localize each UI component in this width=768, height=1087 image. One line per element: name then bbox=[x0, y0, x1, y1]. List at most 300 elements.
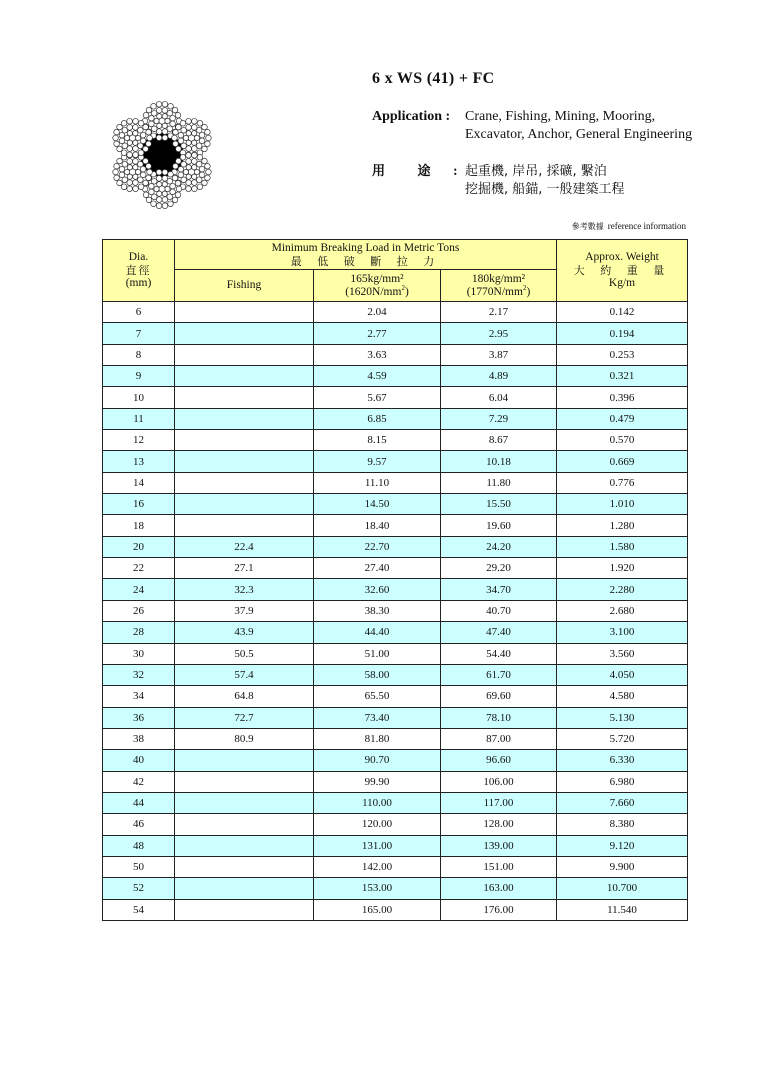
rope-core bbox=[140, 133, 184, 177]
mbl-header-en: Minimum Breaking Load in Metric Tons bbox=[271, 241, 460, 254]
rope-wire bbox=[124, 135, 129, 140]
load-165-cell: 32.60 bbox=[314, 579, 441, 600]
rope-wire bbox=[183, 169, 188, 174]
rope-wire bbox=[147, 135, 153, 141]
weight-cell: 0.253 bbox=[557, 344, 688, 365]
reference-zh: 參考數據 bbox=[571, 222, 604, 231]
weight-cell: 3.100 bbox=[557, 622, 688, 643]
weight-cell: 0.776 bbox=[557, 472, 688, 493]
fishing-cell bbox=[175, 323, 314, 344]
rope-wire bbox=[172, 135, 178, 141]
fishing-cell: 43.9 bbox=[175, 622, 314, 643]
table-row bbox=[103, 792, 688, 813]
rope-wire bbox=[162, 135, 168, 141]
weight-cell: 9.900 bbox=[557, 856, 688, 877]
load-165-cell: 14.50 bbox=[314, 494, 441, 515]
load-180-cell: 61.70 bbox=[441, 664, 557, 685]
fishing-cell bbox=[175, 451, 314, 472]
dia-cell: 20 bbox=[103, 536, 175, 557]
fishing-cell bbox=[175, 835, 314, 856]
weight-cell: 0.396 bbox=[557, 387, 688, 408]
rope-wire bbox=[165, 186, 170, 191]
table-row bbox=[103, 899, 688, 920]
fishing-cell bbox=[175, 387, 314, 408]
rope-wire bbox=[186, 165, 191, 170]
weight-cell: 2.680 bbox=[557, 600, 688, 621]
weight-header-zh: 大 約 重 量 bbox=[573, 264, 671, 277]
table-row bbox=[103, 664, 688, 685]
rope-wire bbox=[127, 159, 133, 165]
load-165-cell: 44.40 bbox=[314, 622, 441, 643]
rope-wire bbox=[202, 158, 208, 164]
weight-cell: 10.700 bbox=[557, 878, 688, 899]
fishing-cell bbox=[175, 366, 314, 387]
rope-wire bbox=[133, 174, 138, 179]
rope-wire bbox=[146, 197, 152, 203]
dia-cell: 26 bbox=[103, 600, 175, 621]
weight-cell: 1.580 bbox=[557, 536, 688, 557]
load-165-cell: 120.00 bbox=[314, 814, 441, 835]
rope-wire bbox=[157, 114, 162, 119]
weight-cell: 4.580 bbox=[557, 686, 688, 707]
dia-cell: 11 bbox=[103, 408, 175, 429]
weight-cell: 8.380 bbox=[557, 814, 688, 835]
table-row bbox=[103, 814, 688, 835]
load-165-cell: 153.00 bbox=[314, 878, 441, 899]
load-180-cell: 117.00 bbox=[441, 792, 557, 813]
spec-table-body bbox=[103, 302, 688, 921]
load-180-cell: 24.20 bbox=[441, 536, 557, 557]
load-180-cell: 40.70 bbox=[441, 600, 557, 621]
spec-table bbox=[102, 239, 688, 921]
fishing-cell: 32.3 bbox=[175, 579, 314, 600]
dia-cell: 52 bbox=[103, 878, 175, 899]
table-row bbox=[103, 472, 688, 493]
reference-en: reference information bbox=[607, 221, 686, 231]
dia-header-zh: 直徑 bbox=[125, 264, 152, 277]
weight-cell: 0.479 bbox=[557, 408, 688, 429]
grade-165-kg: 165kg/mm² bbox=[350, 272, 404, 285]
load-180-cell: 34.70 bbox=[441, 579, 557, 600]
fishing-header: Fishing bbox=[175, 270, 314, 302]
rope-wire bbox=[121, 184, 127, 190]
rope-wire bbox=[178, 172, 184, 178]
rope-wire bbox=[146, 141, 152, 147]
rope-wire bbox=[194, 135, 199, 140]
dia-cell: 16 bbox=[103, 494, 175, 515]
fishing-cell bbox=[175, 515, 314, 536]
rope-wire bbox=[147, 169, 153, 175]
table-row bbox=[103, 707, 688, 728]
rope-wire bbox=[156, 101, 162, 107]
load-165-cell: 6.85 bbox=[314, 408, 441, 429]
rope-wire bbox=[194, 169, 199, 174]
load-180-cell: 8.67 bbox=[441, 430, 557, 451]
rope-wire bbox=[172, 107, 178, 113]
weight-cell: 6.330 bbox=[557, 750, 688, 771]
table-row bbox=[103, 686, 688, 707]
rope-wire bbox=[119, 138, 125, 144]
load-180-cell: 11.80 bbox=[441, 472, 557, 493]
load-165-cell: 65.50 bbox=[314, 686, 441, 707]
rope-wire bbox=[121, 150, 127, 156]
load-180-cell: 128.00 bbox=[441, 814, 557, 835]
rope-wire bbox=[192, 152, 198, 158]
table-row bbox=[103, 366, 688, 387]
table-row bbox=[103, 558, 688, 579]
rope-wire bbox=[205, 129, 211, 135]
rope-wire bbox=[186, 186, 192, 192]
rope-wire bbox=[176, 186, 182, 192]
dia-cell: 8 bbox=[103, 344, 175, 365]
table-row bbox=[103, 451, 688, 472]
rope-wire bbox=[119, 172, 125, 178]
table-row bbox=[103, 536, 688, 557]
table-row bbox=[103, 408, 688, 429]
load-180-cell: 139.00 bbox=[441, 835, 557, 856]
rope-wire bbox=[175, 180, 181, 186]
load-165-cell: 27.40 bbox=[314, 558, 441, 579]
load-180-cell: 2.17 bbox=[441, 302, 557, 323]
weight-cell: 9.120 bbox=[557, 835, 688, 856]
rope-wire bbox=[156, 203, 162, 209]
rope-wire bbox=[135, 135, 140, 140]
load-165-cell: 2.04 bbox=[314, 302, 441, 323]
rope-wire bbox=[149, 121, 155, 127]
load-165-cell: 9.57 bbox=[314, 451, 441, 472]
load-180-cell: 19.60 bbox=[441, 515, 557, 536]
rope-wire bbox=[133, 186, 139, 192]
fishing-cell: 72.7 bbox=[175, 707, 314, 728]
load-180-cell: 15.50 bbox=[441, 494, 557, 515]
weight-cell: 0.142 bbox=[557, 302, 688, 323]
fishing-cell bbox=[175, 408, 314, 429]
rope-wire bbox=[127, 140, 132, 145]
dia-cell: 24 bbox=[103, 579, 175, 600]
load-165-cell: 165.00 bbox=[314, 899, 441, 920]
table-row bbox=[103, 302, 688, 323]
rope-wire bbox=[202, 180, 208, 186]
load-180-cell: 163.00 bbox=[441, 878, 557, 899]
dia-cell: 12 bbox=[103, 430, 175, 451]
rope-wire bbox=[143, 158, 149, 164]
dia-cell: 18 bbox=[103, 515, 175, 536]
weight-header-en: Approx. Weight bbox=[585, 251, 659, 263]
rope-wire bbox=[205, 175, 211, 181]
rope-wire bbox=[170, 115, 176, 121]
load-180-cell: 78.10 bbox=[441, 707, 557, 728]
rope-wire bbox=[183, 135, 188, 140]
dia-cell: 46 bbox=[103, 814, 175, 835]
rope-wire bbox=[199, 166, 205, 172]
weight-header-unit: Kg/m bbox=[608, 277, 636, 289]
weight-cell: 0.669 bbox=[557, 451, 688, 472]
rope-wire bbox=[133, 118, 139, 124]
table-row bbox=[103, 579, 688, 600]
table-row bbox=[103, 750, 688, 771]
rope-wire bbox=[124, 169, 129, 174]
dia-cell: 50 bbox=[103, 856, 175, 877]
fishing-cell: 50.5 bbox=[175, 643, 314, 664]
weight-cell: 3.560 bbox=[557, 643, 688, 664]
rope-wire bbox=[186, 125, 192, 131]
fishing-cell bbox=[175, 750, 314, 771]
mbl-header-zh: 最 低 破 斷 拉 力 bbox=[290, 254, 441, 268]
fishing-cell: 57.4 bbox=[175, 664, 314, 685]
rope-strand bbox=[172, 118, 212, 157]
weight-cell: 7.660 bbox=[557, 792, 688, 813]
rope-wire bbox=[175, 112, 181, 118]
rope-wire bbox=[172, 175, 178, 181]
weight-cell: 0.194 bbox=[557, 323, 688, 344]
rope-wire bbox=[114, 141, 120, 147]
weight-cell: 5.130 bbox=[557, 707, 688, 728]
dia-cell: 10 bbox=[103, 387, 175, 408]
fishing-cell bbox=[175, 814, 314, 835]
rope-wire bbox=[143, 192, 149, 198]
load-165-cell: 58.00 bbox=[314, 664, 441, 685]
rope-wire bbox=[205, 163, 211, 169]
dia-cell: 14 bbox=[103, 472, 175, 493]
grade-180-kg: 180kg/mm² bbox=[471, 272, 526, 285]
fishing-cell: 80.9 bbox=[175, 728, 314, 749]
rope-wire bbox=[165, 118, 170, 123]
mbl-header bbox=[175, 240, 557, 270]
rope-wire bbox=[117, 158, 123, 164]
weight-cell: 6.980 bbox=[557, 771, 688, 792]
rope-wire bbox=[205, 141, 211, 147]
rope-wire bbox=[133, 152, 139, 158]
load-165-cell: 90.70 bbox=[314, 750, 441, 771]
dia-cell: 38 bbox=[103, 728, 175, 749]
rope-wire bbox=[146, 163, 152, 169]
load-165-cell: 2.77 bbox=[314, 323, 441, 344]
load-180-cell: 54.40 bbox=[441, 643, 557, 664]
table-row bbox=[103, 515, 688, 536]
reference-note bbox=[572, 221, 686, 232]
rope-wire bbox=[156, 176, 162, 182]
rope-wire bbox=[117, 146, 123, 152]
rope-wire bbox=[140, 132, 146, 138]
load-180-cell: 29.20 bbox=[441, 558, 557, 579]
weight-cell: 4.050 bbox=[557, 664, 688, 685]
rope-wire bbox=[162, 123, 167, 128]
application-label: Application : bbox=[372, 109, 451, 124]
grade-165-n: $(1620N/mm^2)$ bbox=[345, 283, 409, 298]
rope-wire bbox=[192, 180, 198, 186]
rope-wire bbox=[127, 118, 133, 124]
spec-table-header bbox=[103, 240, 688, 302]
table-row bbox=[103, 622, 688, 643]
load-165-cell: 8.15 bbox=[314, 430, 441, 451]
fishing-cell: 64.8 bbox=[175, 686, 314, 707]
fishing-cell bbox=[175, 302, 314, 323]
rope-wire bbox=[133, 140, 138, 145]
rope-wire bbox=[113, 169, 119, 175]
rope-wire bbox=[127, 186, 133, 192]
rope-wire bbox=[192, 146, 198, 152]
application-line-2: Excavator, Anchor, General Engineering bbox=[465, 127, 693, 142]
rope-wire bbox=[113, 135, 119, 141]
fishing-cell bbox=[175, 344, 314, 365]
load-165-cell: 81.80 bbox=[314, 728, 441, 749]
load-165-cell: 11.10 bbox=[314, 472, 441, 493]
load-180-cell: 2.95 bbox=[441, 323, 557, 344]
rope-wire bbox=[143, 124, 149, 130]
load-165-cell: 5.67 bbox=[314, 387, 441, 408]
rope-wire bbox=[162, 169, 168, 175]
grade-180-header bbox=[441, 270, 557, 302]
use-colon: : bbox=[453, 164, 458, 179]
rope-wire bbox=[149, 189, 155, 195]
dia-cell: 48 bbox=[103, 835, 175, 856]
fishing-cell bbox=[175, 899, 314, 920]
fishing-cell bbox=[175, 472, 314, 493]
dia-cell: 6 bbox=[103, 302, 175, 323]
rope-wire bbox=[156, 135, 162, 141]
weight-cell: 1.010 bbox=[557, 494, 688, 515]
fishing-cell: 27.1 bbox=[175, 558, 314, 579]
dia-cell: 54 bbox=[103, 899, 175, 920]
fishing-cell: 37.9 bbox=[175, 600, 314, 621]
table-row bbox=[103, 771, 688, 792]
dia-cell: 40 bbox=[103, 750, 175, 771]
grade-165-header bbox=[314, 270, 441, 302]
table-row bbox=[103, 835, 688, 856]
load-180-cell: 7.29 bbox=[441, 408, 557, 429]
dia-cell: 32 bbox=[103, 664, 175, 685]
table-row bbox=[103, 878, 688, 899]
rope-strand bbox=[113, 152, 153, 191]
rope-wire bbox=[192, 140, 197, 145]
rope-wire bbox=[202, 146, 208, 152]
load-165-cell: 3.63 bbox=[314, 344, 441, 365]
fishing-cell bbox=[175, 856, 314, 877]
rope-wire bbox=[138, 150, 144, 156]
table-row bbox=[103, 600, 688, 621]
load-180-cell: 106.00 bbox=[441, 771, 557, 792]
weight-cell: 1.280 bbox=[557, 515, 688, 536]
use-line-2: 挖掘機, 船錨, 一般建築工程 bbox=[465, 182, 625, 197]
rope-wire bbox=[133, 131, 138, 136]
load-165-cell: 22.70 bbox=[314, 536, 441, 557]
rope-wire bbox=[146, 129, 152, 135]
load-165-cell: 110.00 bbox=[314, 792, 441, 813]
dia-cell: 7 bbox=[103, 323, 175, 344]
rope-wire bbox=[197, 184, 203, 190]
fishing-cell bbox=[175, 494, 314, 515]
rope-wire bbox=[162, 114, 167, 119]
dia-cell: 34 bbox=[103, 686, 175, 707]
rope-wire bbox=[117, 180, 123, 186]
dia-header-en: Dia. bbox=[128, 251, 149, 263]
rope-wire bbox=[154, 118, 159, 123]
fishing-cell bbox=[175, 878, 314, 899]
rope-wire bbox=[192, 131, 197, 136]
load-165-cell: 99.90 bbox=[314, 771, 441, 792]
rope-wire bbox=[133, 180, 139, 186]
table-row bbox=[103, 387, 688, 408]
fishing-cell bbox=[175, 430, 314, 451]
rope-wire bbox=[133, 146, 139, 152]
load-165-cell: 38.30 bbox=[314, 600, 441, 621]
rope-wire bbox=[133, 165, 138, 170]
rope-wire bbox=[206, 169, 212, 175]
rope-wire bbox=[202, 124, 208, 130]
table-row bbox=[103, 430, 688, 451]
load-180-cell: 10.18 bbox=[441, 451, 557, 472]
rope-wire bbox=[197, 154, 203, 160]
rope-wire bbox=[168, 201, 174, 207]
rope-wire bbox=[178, 138, 184, 144]
dia-cell: 13 bbox=[103, 451, 175, 472]
rope-wire bbox=[127, 152, 133, 158]
rope-wire bbox=[162, 101, 168, 107]
rope-wire bbox=[192, 118, 198, 124]
rope-wire bbox=[197, 120, 203, 126]
load-165-cell: 4.59 bbox=[314, 366, 441, 387]
rope-wire bbox=[140, 166, 146, 172]
weight-cell: 2.280 bbox=[557, 579, 688, 600]
load-165-cell: 142.00 bbox=[314, 856, 441, 877]
dia-header-unit: (mm) bbox=[125, 277, 152, 289]
dia-cell: 44 bbox=[103, 792, 175, 813]
table-row bbox=[103, 323, 688, 344]
rope-wire bbox=[162, 191, 167, 196]
rope-wire bbox=[186, 131, 191, 136]
load-180-cell: 3.87 bbox=[441, 344, 557, 365]
rope-wire bbox=[180, 120, 186, 126]
weight-cell: 11.540 bbox=[557, 899, 688, 920]
use-label: 用 途 bbox=[372, 164, 445, 179]
rope-wire bbox=[180, 154, 186, 160]
rope-wire bbox=[186, 152, 192, 158]
rope-wire bbox=[156, 108, 162, 114]
load-165-cell: 51.00 bbox=[314, 643, 441, 664]
dia-cell: 22 bbox=[103, 558, 175, 579]
load-180-cell: 176.00 bbox=[441, 899, 557, 920]
grade-180-n: $(1770N/mm^2)$ bbox=[466, 283, 531, 298]
rope-wire bbox=[162, 129, 168, 135]
product-title: 6 x WS (41) + FC bbox=[372, 70, 495, 87]
weight-cell: 5.720 bbox=[557, 728, 688, 749]
rope-wire bbox=[173, 163, 179, 169]
rope-wire bbox=[175, 192, 181, 198]
table-row bbox=[103, 344, 688, 365]
rope-wire bbox=[206, 135, 212, 141]
rope-wire bbox=[176, 146, 182, 152]
rope-wire bbox=[143, 112, 149, 118]
rope-wire bbox=[156, 169, 162, 175]
table-row bbox=[103, 728, 688, 749]
weight-cell: 1.920 bbox=[557, 558, 688, 579]
table-row bbox=[103, 643, 688, 664]
dia-cell: 36 bbox=[103, 707, 175, 728]
rope-wire bbox=[127, 174, 132, 179]
load-165-cell: 131.00 bbox=[314, 835, 441, 856]
rope-wire bbox=[146, 175, 152, 181]
rope-wire bbox=[114, 163, 120, 169]
weight-cell: 0.570 bbox=[557, 430, 688, 451]
rope-wire bbox=[127, 165, 132, 170]
rope-wire bbox=[186, 174, 191, 179]
dia-cell: 30 bbox=[103, 643, 175, 664]
fishing-cell: 22.4 bbox=[175, 536, 314, 557]
load-180-cell: 4.89 bbox=[441, 366, 557, 387]
weight-cell: 0.321 bbox=[557, 366, 688, 387]
dia-cell: 9 bbox=[103, 366, 175, 387]
rope-wire bbox=[186, 159, 192, 165]
